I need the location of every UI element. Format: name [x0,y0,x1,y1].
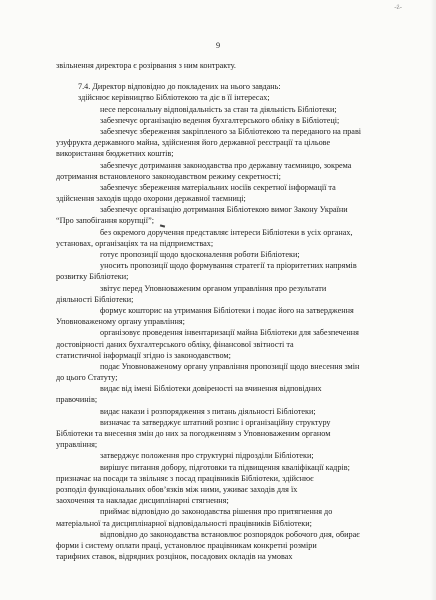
text-line: “Про запобігання корупції”; [56,216,154,226]
text-line: забезпечує збереження матеріальних носіїв секретної інформації та [100,182,336,192]
text-line: Бібліотеки та внесення змін до них за погодженням з Уповноваженим органом [56,429,331,438]
text-line: заохочення та накладає дисциплінарні стягнення; [56,496,229,506]
text-line: забезпечує організацію ведення бухгалтерського обліку в Бібліотеці; [100,115,340,125]
text-line: забезпечує дотримання законодавства про державну таємницю, зокрема [100,160,352,170]
text-line: здійснення заходів щодо охорони державної таємниці; [56,194,246,204]
text-line: розподіл функціональних обов’язків між ними, уживає заходів для їх [56,484,298,494]
text-line: звільнення директора є розірвання з ним контракту. [56,61,236,70]
text-line: готує пропозиції щодо вдосконалення роботи Бібліотеки; [100,250,300,259]
text-line: узуфрукта державного майна, здійснення його державної реєстрації та цільове [56,138,331,148]
text-line: вирішує питання добору, підготовки та підвищення кваліфікації кадрів; [100,462,350,472]
text-line: видає накази і розпорядження з питань діяльності Бібліотеки; [100,406,316,416]
text-line: несе персональну відповідальність за стан та діяльність Бібліотеки; [100,104,337,114]
text-line: здійснює керівництво Бібліотекою та діє в її інтересах; [78,93,270,103]
text-line: організовує проведення інвентаризації майна Бібліотеки для забезпечення [100,328,359,338]
text-line: уносить пропозиції щодо формування стратегії та пріоритетних напрямів [100,261,357,271]
text-line: тарифних ставок, відрядних розцінок, посадових окладів на умовах [56,552,293,562]
document-body [56,60,436,562]
text-line: статистичної інформації згідно із законодавством; [56,350,231,360]
text-line: відповідно до законодавства встановлює розпорядок робочого дня, обирає [100,529,360,539]
text-line: дотримання встановленого законодавством режиму секретності; [56,171,281,181]
blank-line [56,71,436,81]
text-line: визначає та затверджує штатний розпис і організаційну структуру [100,417,331,427]
text-line: форми і систему оплати праці, установлює працівникам конкретні розміри [56,540,317,550]
text-line: формує кошторис на утримання Бібліотеки і подає його на затвердження [100,305,354,315]
text-line: Уповноваженому органу управління; [56,317,185,327]
text-line: забезпечує організацію дотримання Бібліотекою вимог Закону України [100,205,348,215]
text-line: затверджує положення про структурні підрозділи Бібліотеки; [100,451,314,461]
text-line: забезпечує збереження закріпленого за Бібліотекою та переданого на праві [100,126,362,136]
text-line: матеріальної та дисциплінарної відповідальності працівників Бібліотеки; [56,518,312,528]
text-line: управління; [56,440,98,450]
text-line: подає Уповноваженому органу управління пропозиції щодо внесення змін [100,361,360,371]
text-line: розвитку Бібліотеки; [56,272,129,282]
text-line: без окремого доручення представляє інтереси Бібліотеки в усіх органах, [100,227,353,237]
text-line: видає від імені Бібліотеки довіреності на вчинення відповідних [100,384,322,394]
text-line: приймає відповідно до законодавства рішення про притягнення до [100,507,333,517]
text-line: діяльності Бібліотеки; [56,294,134,304]
text-line: правочинів; [56,395,98,405]
corner-mark: -ż- [394,3,402,11]
section-heading: 7.4. Директор відповідно до покладених на нього завдань: [78,82,281,92]
text-line: установах, організаціях та на підприємствах; [56,238,214,248]
text-line: до цього Статуту; [56,373,118,383]
text-line: використання бюджетних коштів; [56,149,174,159]
text-line: достовірності даних бухгалтерського обліку, фінансової звітності та [56,339,294,349]
page-number: 9 [215,41,221,50]
text-line: звітує перед Уповноваженим органом управління про результати [100,283,327,293]
text-line: призначає на посади та звільняє з посад працівників Бібліотеки, здійснює [56,473,314,483]
